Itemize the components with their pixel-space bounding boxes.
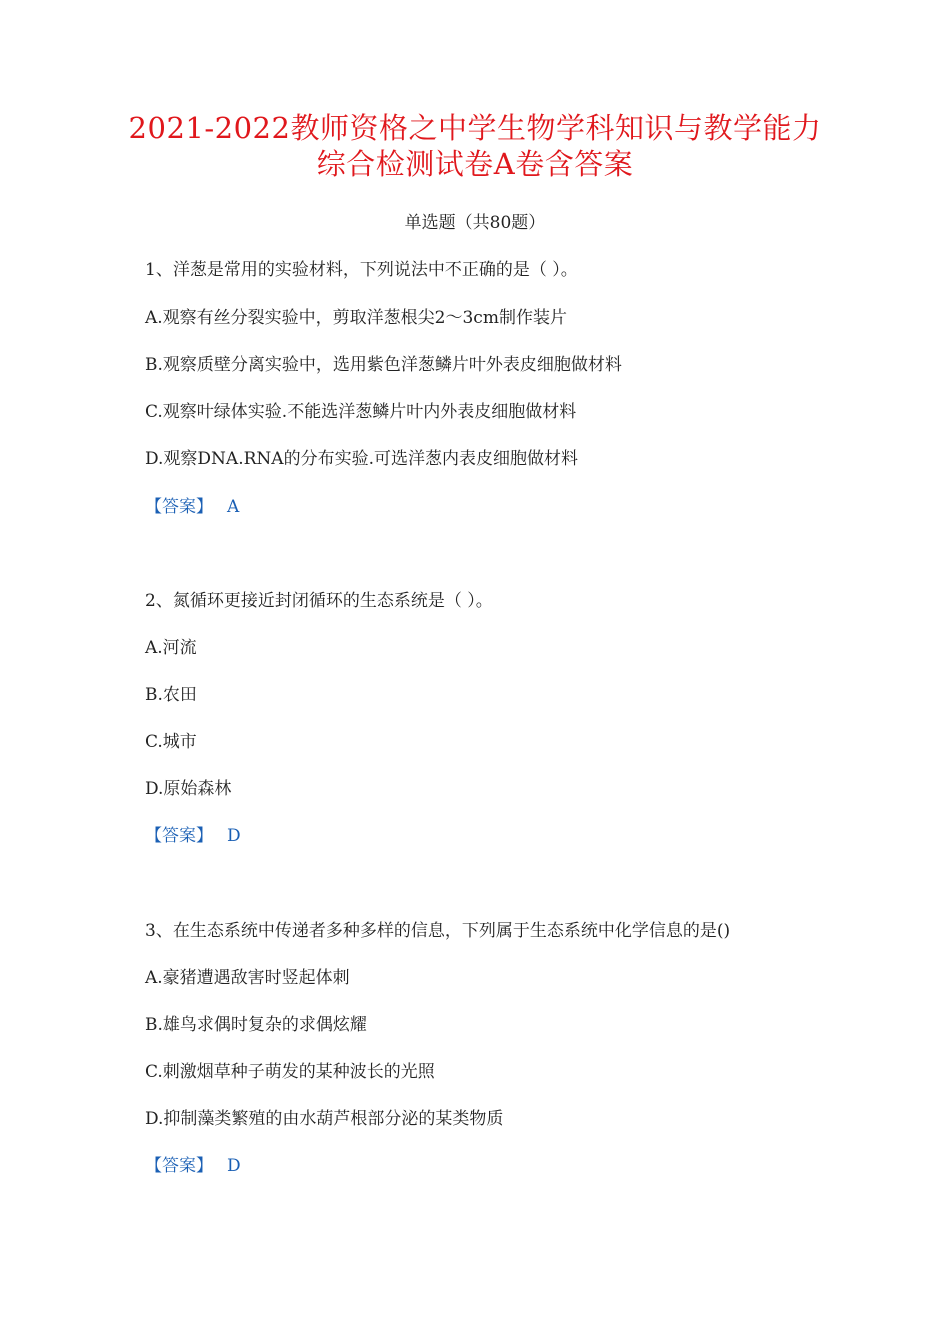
document-title-line-2: 综合检测试卷A卷含答案 [316, 147, 634, 181]
answer-label: 【答案】 [145, 497, 213, 517]
option-c: C.刺激烟草种子萌发的某种波长的光照 [145, 1062, 435, 1082]
document-title-line-1: 2021-2022教师资格之中学生物学科知识与教学能力 [128, 111, 822, 145]
answer-line [145, 494, 239, 520]
option-a: A.观察有丝分裂实验中，剪取洋葱根尖2～3cm制作装片 [145, 308, 567, 328]
question-stem: 2、氮循环更接近封闭循环的生态系统是（ ）。 [145, 591, 493, 611]
answer-line [145, 1153, 241, 1179]
option-c: C.城市 [145, 732, 197, 752]
question-stem: 3、在生态系统中传递者多种多样的信息，下列属于生态系统中化学信息的是() [145, 921, 731, 941]
section-heading: 单选题（共80题） [404, 213, 546, 233]
answer-value: D [227, 826, 241, 846]
option-c: C.观察叶绿体实验.不能选洋葱鳞片叶内外表皮细胞做材料 [145, 402, 577, 422]
option-b: B.雄鸟求偶时复杂的求偶炫耀 [145, 1015, 367, 1035]
option-d: D.原始森林 [145, 779, 232, 799]
option-d: D.抑制藻类繁殖的由水葫芦根部分泌的某类物质 [145, 1109, 504, 1129]
option-b: B.农田 [145, 685, 197, 705]
option-a: A.豪猪遭遇敌害时竖起体刺 [145, 968, 350, 988]
answer-line [145, 823, 241, 849]
answer-value: A [227, 497, 240, 517]
option-d: D.观察DNA.RNA的分布实验.可选洋葱内表皮细胞做材料 [145, 449, 578, 469]
option-a: A.河流 [145, 638, 197, 658]
answer-label: 【答案】 [145, 826, 213, 846]
answer-label: 【答案】 [145, 1156, 213, 1176]
question-stem: 1、洋葱是常用的实验材料，下列说法中不正确的是（ ）。 [145, 260, 578, 280]
option-b: B.观察质壁分离实验中，选用紫色洋葱鳞片叶外表皮细胞做材料 [145, 355, 622, 375]
answer-value: D [227, 1156, 241, 1176]
